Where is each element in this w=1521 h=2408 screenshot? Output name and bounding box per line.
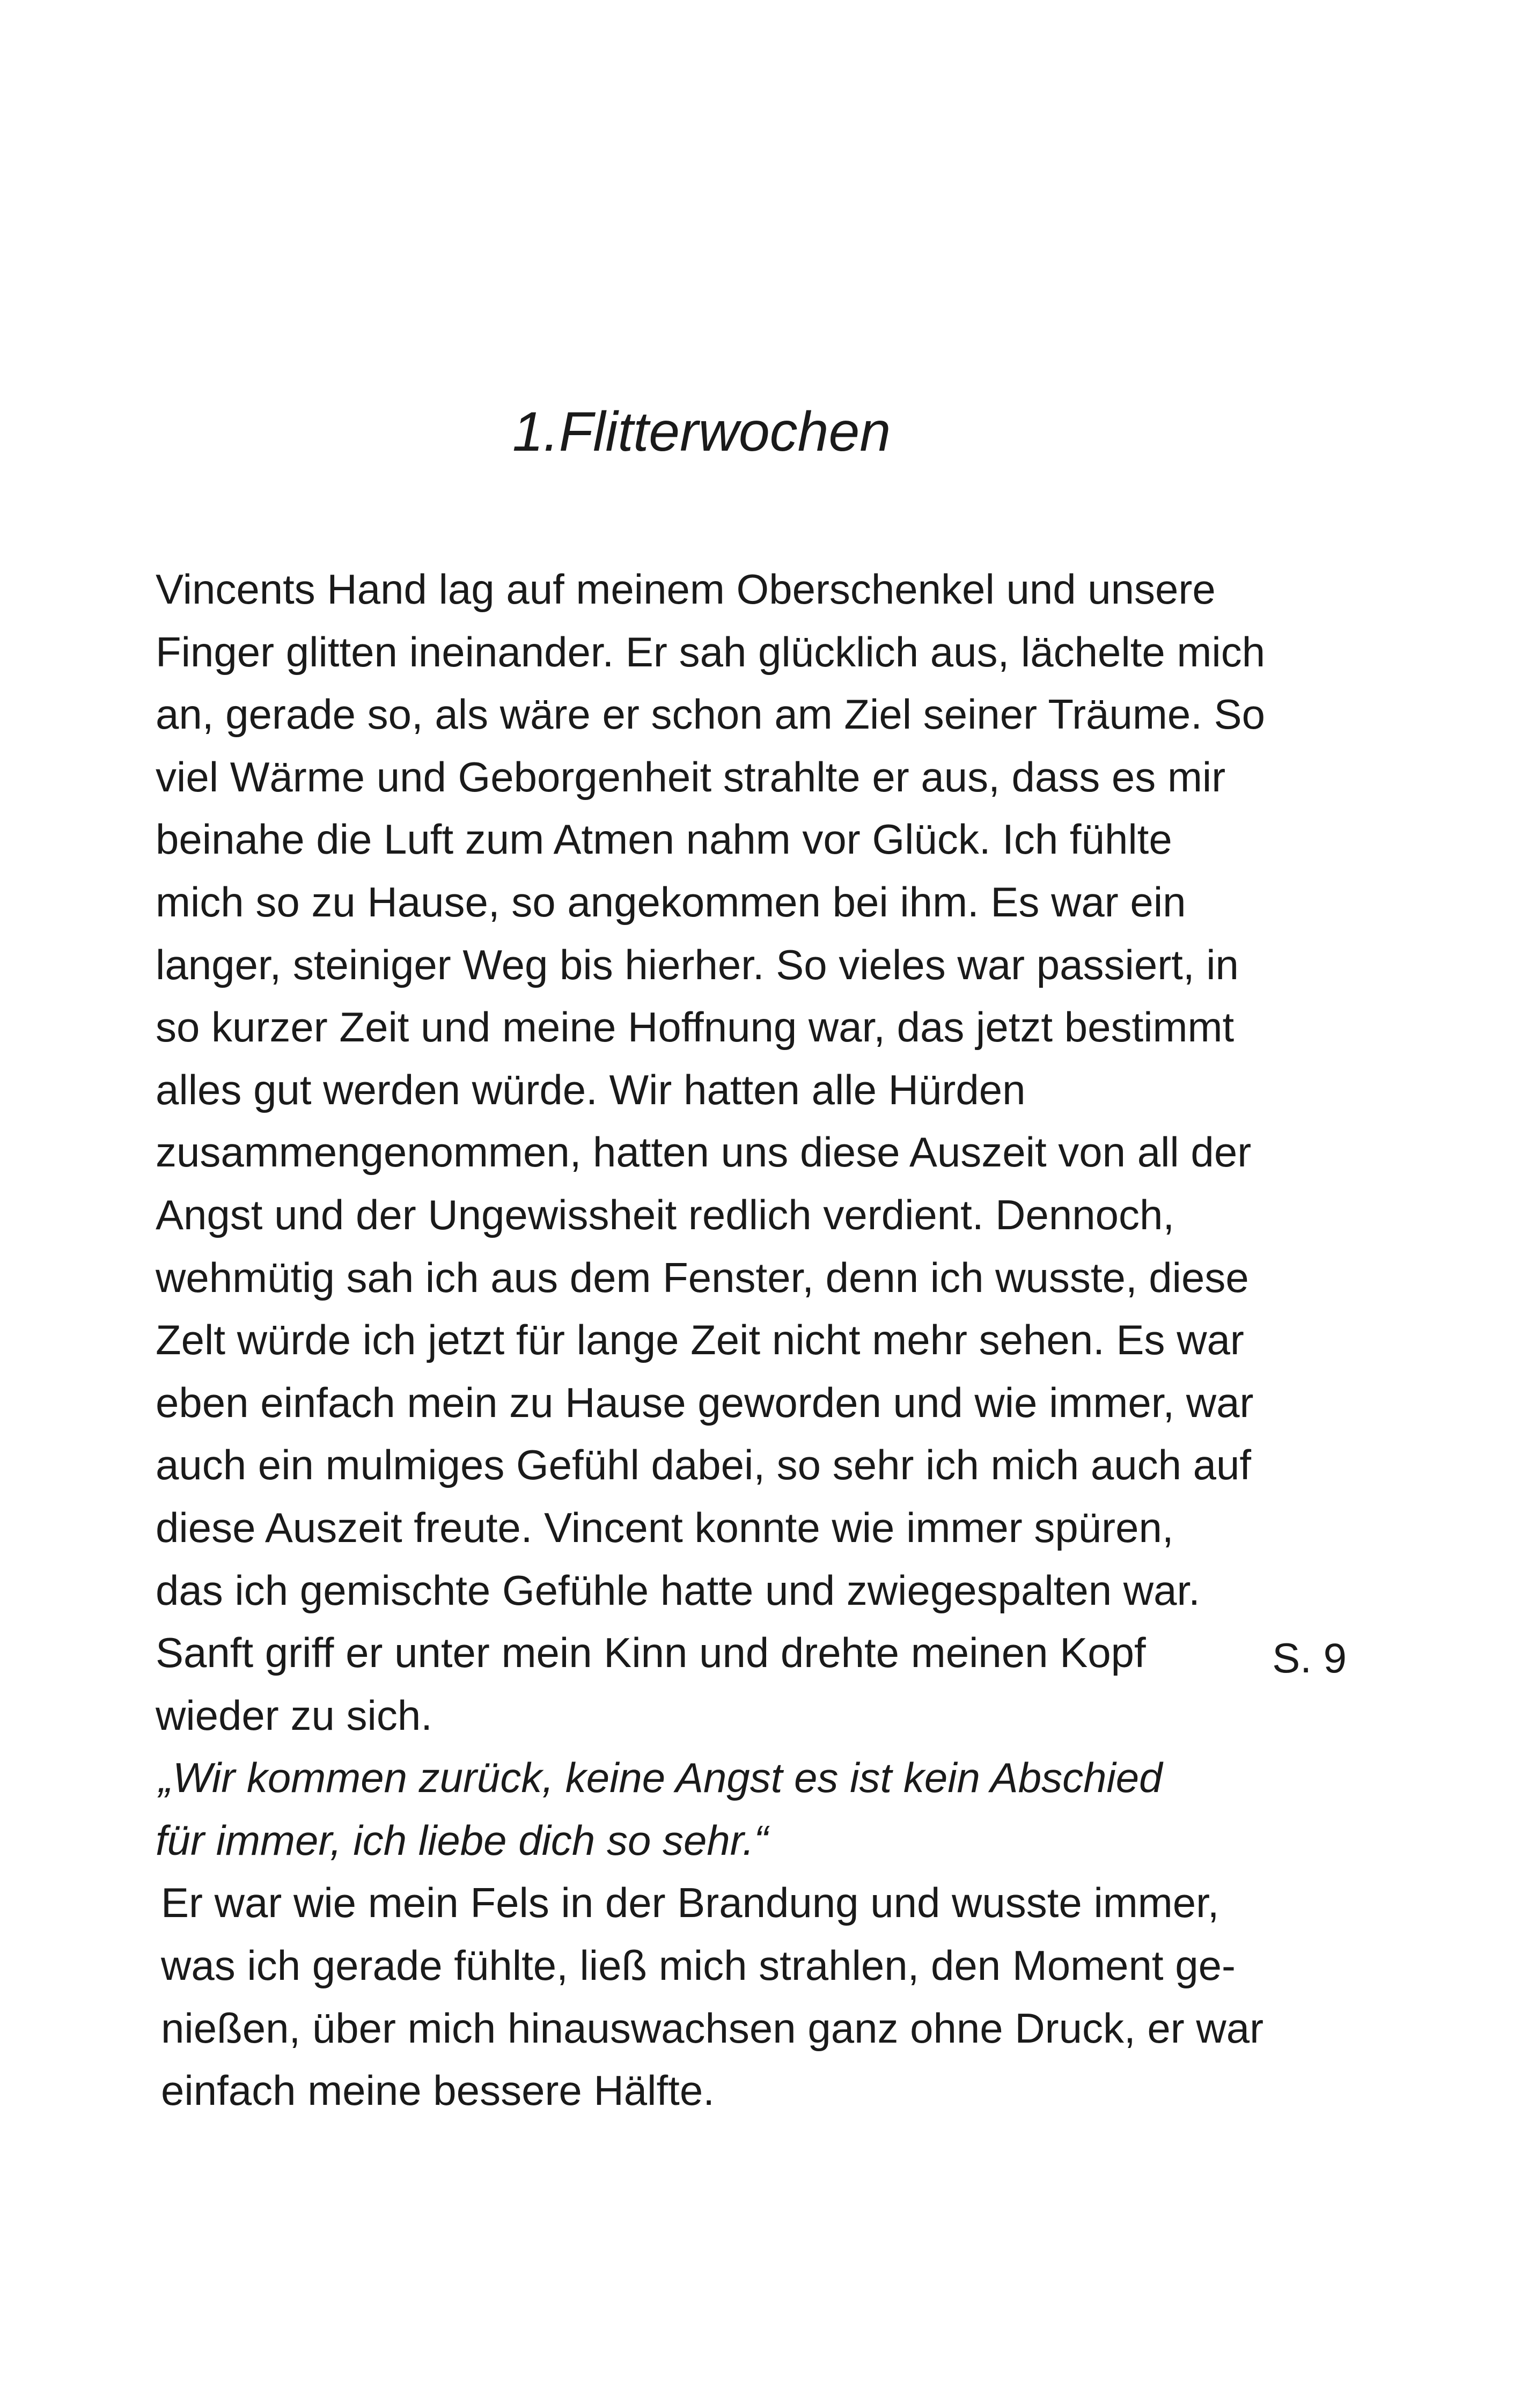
text-line: nießen, über mich hinauswachsen ganz ohne Druck, er war [161, 2004, 1264, 2052]
text-line: Angst und der Ungewissheit redlich verdient. Dennoch, [156, 1191, 1175, 1238]
text-line: auch ein mulmiges Gefühl dabei, so sehr ich mich auch auf [156, 1441, 1252, 1489]
text-line: wieder zu sich. [156, 1691, 432, 1739]
page-number: S. 9 [1272, 1634, 1347, 1682]
text-line: wehmütig sah ich aus dem Fenster, denn ich wusste, diese [156, 1253, 1249, 1301]
text-line: mich so zu Hause, so angekommen bei ihm. Es war ein [156, 878, 1186, 926]
text-line: zusammengenommen, hatten uns diese Auszeit von all der [156, 1128, 1252, 1176]
chapter-title: 1.Flitterwochen [512, 401, 891, 463]
text-line: Vincents Hand lag auf meinem Oberschenkel und unsere [156, 566, 1216, 613]
text-line: was ich gerade fühlte, ließ mich strahlen, den Moment ge- [161, 1942, 1236, 1989]
text-line: einfach meine bessere Hälfte. [161, 2067, 715, 2115]
text-line: Zelt würde ich jetzt für lange Zeit nicht mehr sehen. Es war [156, 1316, 1244, 1364]
text-line: beinahe die Luft zum Atmen nahm vor Glück. Ich fühlte [156, 816, 1172, 863]
text-line: langer, steiniger Weg bis hierher. So vieles war passiert, in [156, 941, 1239, 988]
text-line: an, gerade so, als wäre er schon am Ziel seiner Träume. So [156, 691, 1265, 738]
text-line: Er war wie mein Fels in der Brandung und wusste immer, [161, 1879, 1219, 1927]
text-line: eben einfach mein zu Hause geworden und wie immer, war [156, 1378, 1254, 1426]
text-line: so kurzer Zeit und meine Hoffnung war, das jetzt bestimmt [156, 1003, 1235, 1051]
text-line: Sanft griff er unter mein Kinn und drehte meinen Kopf [156, 1629, 1146, 1677]
dialogue-line: „Wir kommen zurück, keine Angst es ist kein Abschied [159, 1754, 1163, 1802]
body-text [156, 558, 1390, 2122]
text-line: diese Auszeit freute. Vincent konnte wie immer spüren, [156, 1503, 1174, 1551]
text-line: das ich gemischte Gefühle hatte und zwiegespalten war. [156, 1566, 1200, 1614]
text-line: Finger glitten ineinander. Er sah glücklich aus, lächelte mich [156, 628, 1266, 676]
text-line: alles gut werden würde. Wir hatten alle Hürden [156, 1066, 1026, 1113]
text-line: viel Wärme und Geborgenheit strahlte er aus, dass es mir [156, 753, 1226, 801]
dialogue-line: für immer, ich liebe dich so sehr.“ [156, 1816, 768, 1864]
